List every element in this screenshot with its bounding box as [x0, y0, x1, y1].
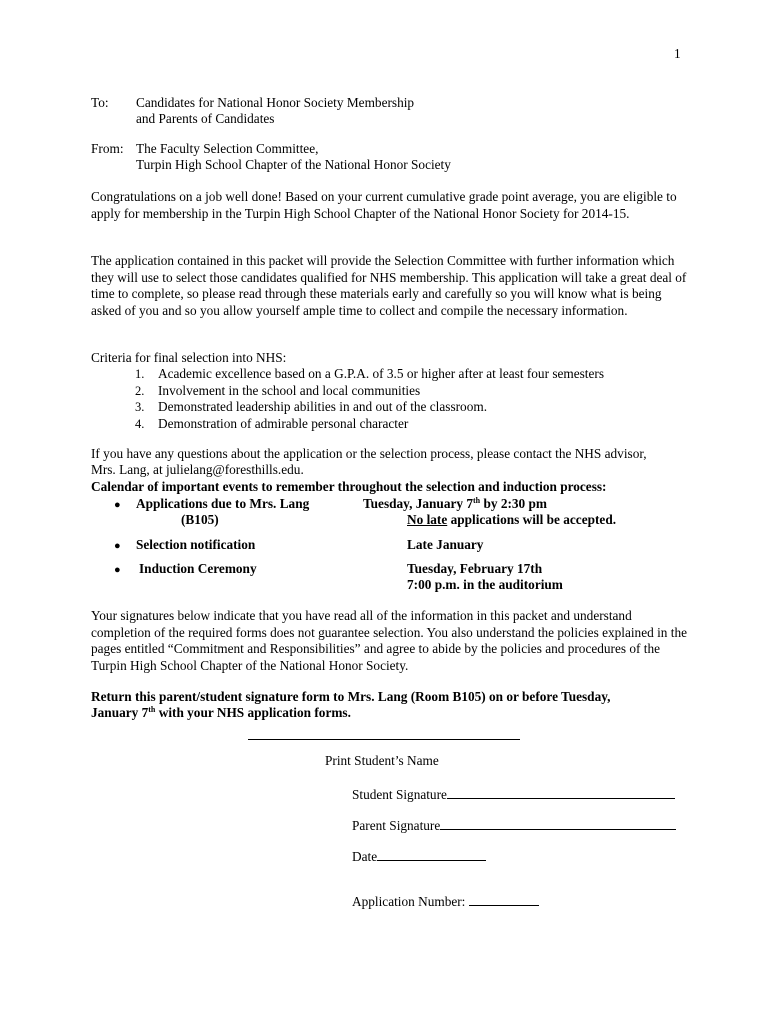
contact-line-2: Mrs. Lang, at julielang@foresthills.edu. [91, 462, 304, 477]
application-number-field[interactable]: Application Number: [352, 893, 539, 911]
event-selection-label: Selection notification [136, 537, 256, 552]
student-signature-line[interactable] [447, 786, 675, 799]
to-line-1: Candidates for National Honor Society Membership [136, 95, 415, 110]
congratulations-paragraph: Congratulations on a job well done! Based on your current cumulative grade point average, you are eligible to apply for membership in the Turpin High School Chapter of the National Honor Society for 2014-15. [91, 189, 677, 221]
date-field[interactable]: Date [352, 848, 486, 866]
print-name-line[interactable] [248, 739, 520, 740]
from-line-1: The Faculty Selection Committee, [136, 141, 319, 156]
bullet-icon: ● [114, 540, 121, 552]
from-label: From: [91, 141, 124, 156]
event-applications-date: Tuesday, January 7th by 2:30 pm [363, 496, 547, 511]
to-label: To: [91, 95, 109, 110]
event-selection-date: Late January [407, 537, 484, 552]
application-info-paragraph: The application contained in this packet will provide the Selection Committee with further information which they will use to select those candidates qualified for NHS membership. This application will take a great deal of time to complete, so please read through these materials early and carefully so you will know what is being asked of you and so you allow yourself ample time to collect and compile the necessary information. [91, 253, 687, 318]
event-induction-label: Induction Ceremony [139, 561, 257, 576]
event-applications-note: No late applications will be accepted. [407, 512, 617, 527]
list-item: 4. Demonstration of admirable personal character [135, 415, 409, 431]
criteria-heading: Criteria for final selection into NHS: [91, 350, 287, 365]
event-applications-room: (B105) [181, 512, 219, 527]
signature-agreement-paragraph: Your signatures below indicate that you have read all of the information in this packet and understand completion of the required forms does not guarantee selection. You also understand the policies explained in the pages entitled “Commitment and Responsibilities” and agree to abide by the policies and procedures of the Turpin High School Chapter of the National Honor Society. [91, 608, 687, 673]
from-line-2: Turpin High School Chapter of the National Honor Society [136, 157, 451, 172]
event-applications-label: Applications due to Mrs. Lang [136, 496, 310, 511]
list-item: 2. Involvement in the school and local communities [135, 382, 421, 398]
calendar-heading: Calendar of important events to remember throughout the selection and induction process: [91, 479, 607, 494]
event-induction-date: Tuesday, February 17th [407, 561, 543, 576]
application-number-line[interactable] [469, 893, 539, 906]
list-item: 3. Demonstrated leadership abilities in and out of the classroom. [135, 399, 488, 414]
to-line-2: and Parents of Candidates [136, 111, 275, 126]
page-number: 1 [674, 46, 681, 61]
bullet-icon: ● [114, 564, 121, 576]
list-item: 1. Academic excellence based on a G.P.A. of 3.5 or higher after at least four semesters [135, 366, 605, 381]
return-line-2: January 7th with your NHS application forms. [91, 705, 351, 720]
date-line[interactable] [377, 848, 486, 861]
event-induction-time: 7:00 p.m. in the auditorium [407, 577, 563, 592]
bullet-icon: ● [114, 499, 121, 511]
criteria-list [135, 366, 604, 432]
print-name-label: Print Student’s Name [325, 753, 439, 768]
return-line-1: Return this parent/student signature form to Mrs. Lang (Room B105) on or before Tuesday, [91, 689, 611, 704]
parent-signature-line[interactable] [440, 817, 676, 830]
student-signature-field[interactable]: Student Signature [352, 786, 675, 804]
parent-signature-field[interactable]: Parent Signature [352, 817, 676, 835]
contact-line-1: If you have any questions about the application or the selection process, please contact the NHS advisor, [91, 446, 647, 461]
